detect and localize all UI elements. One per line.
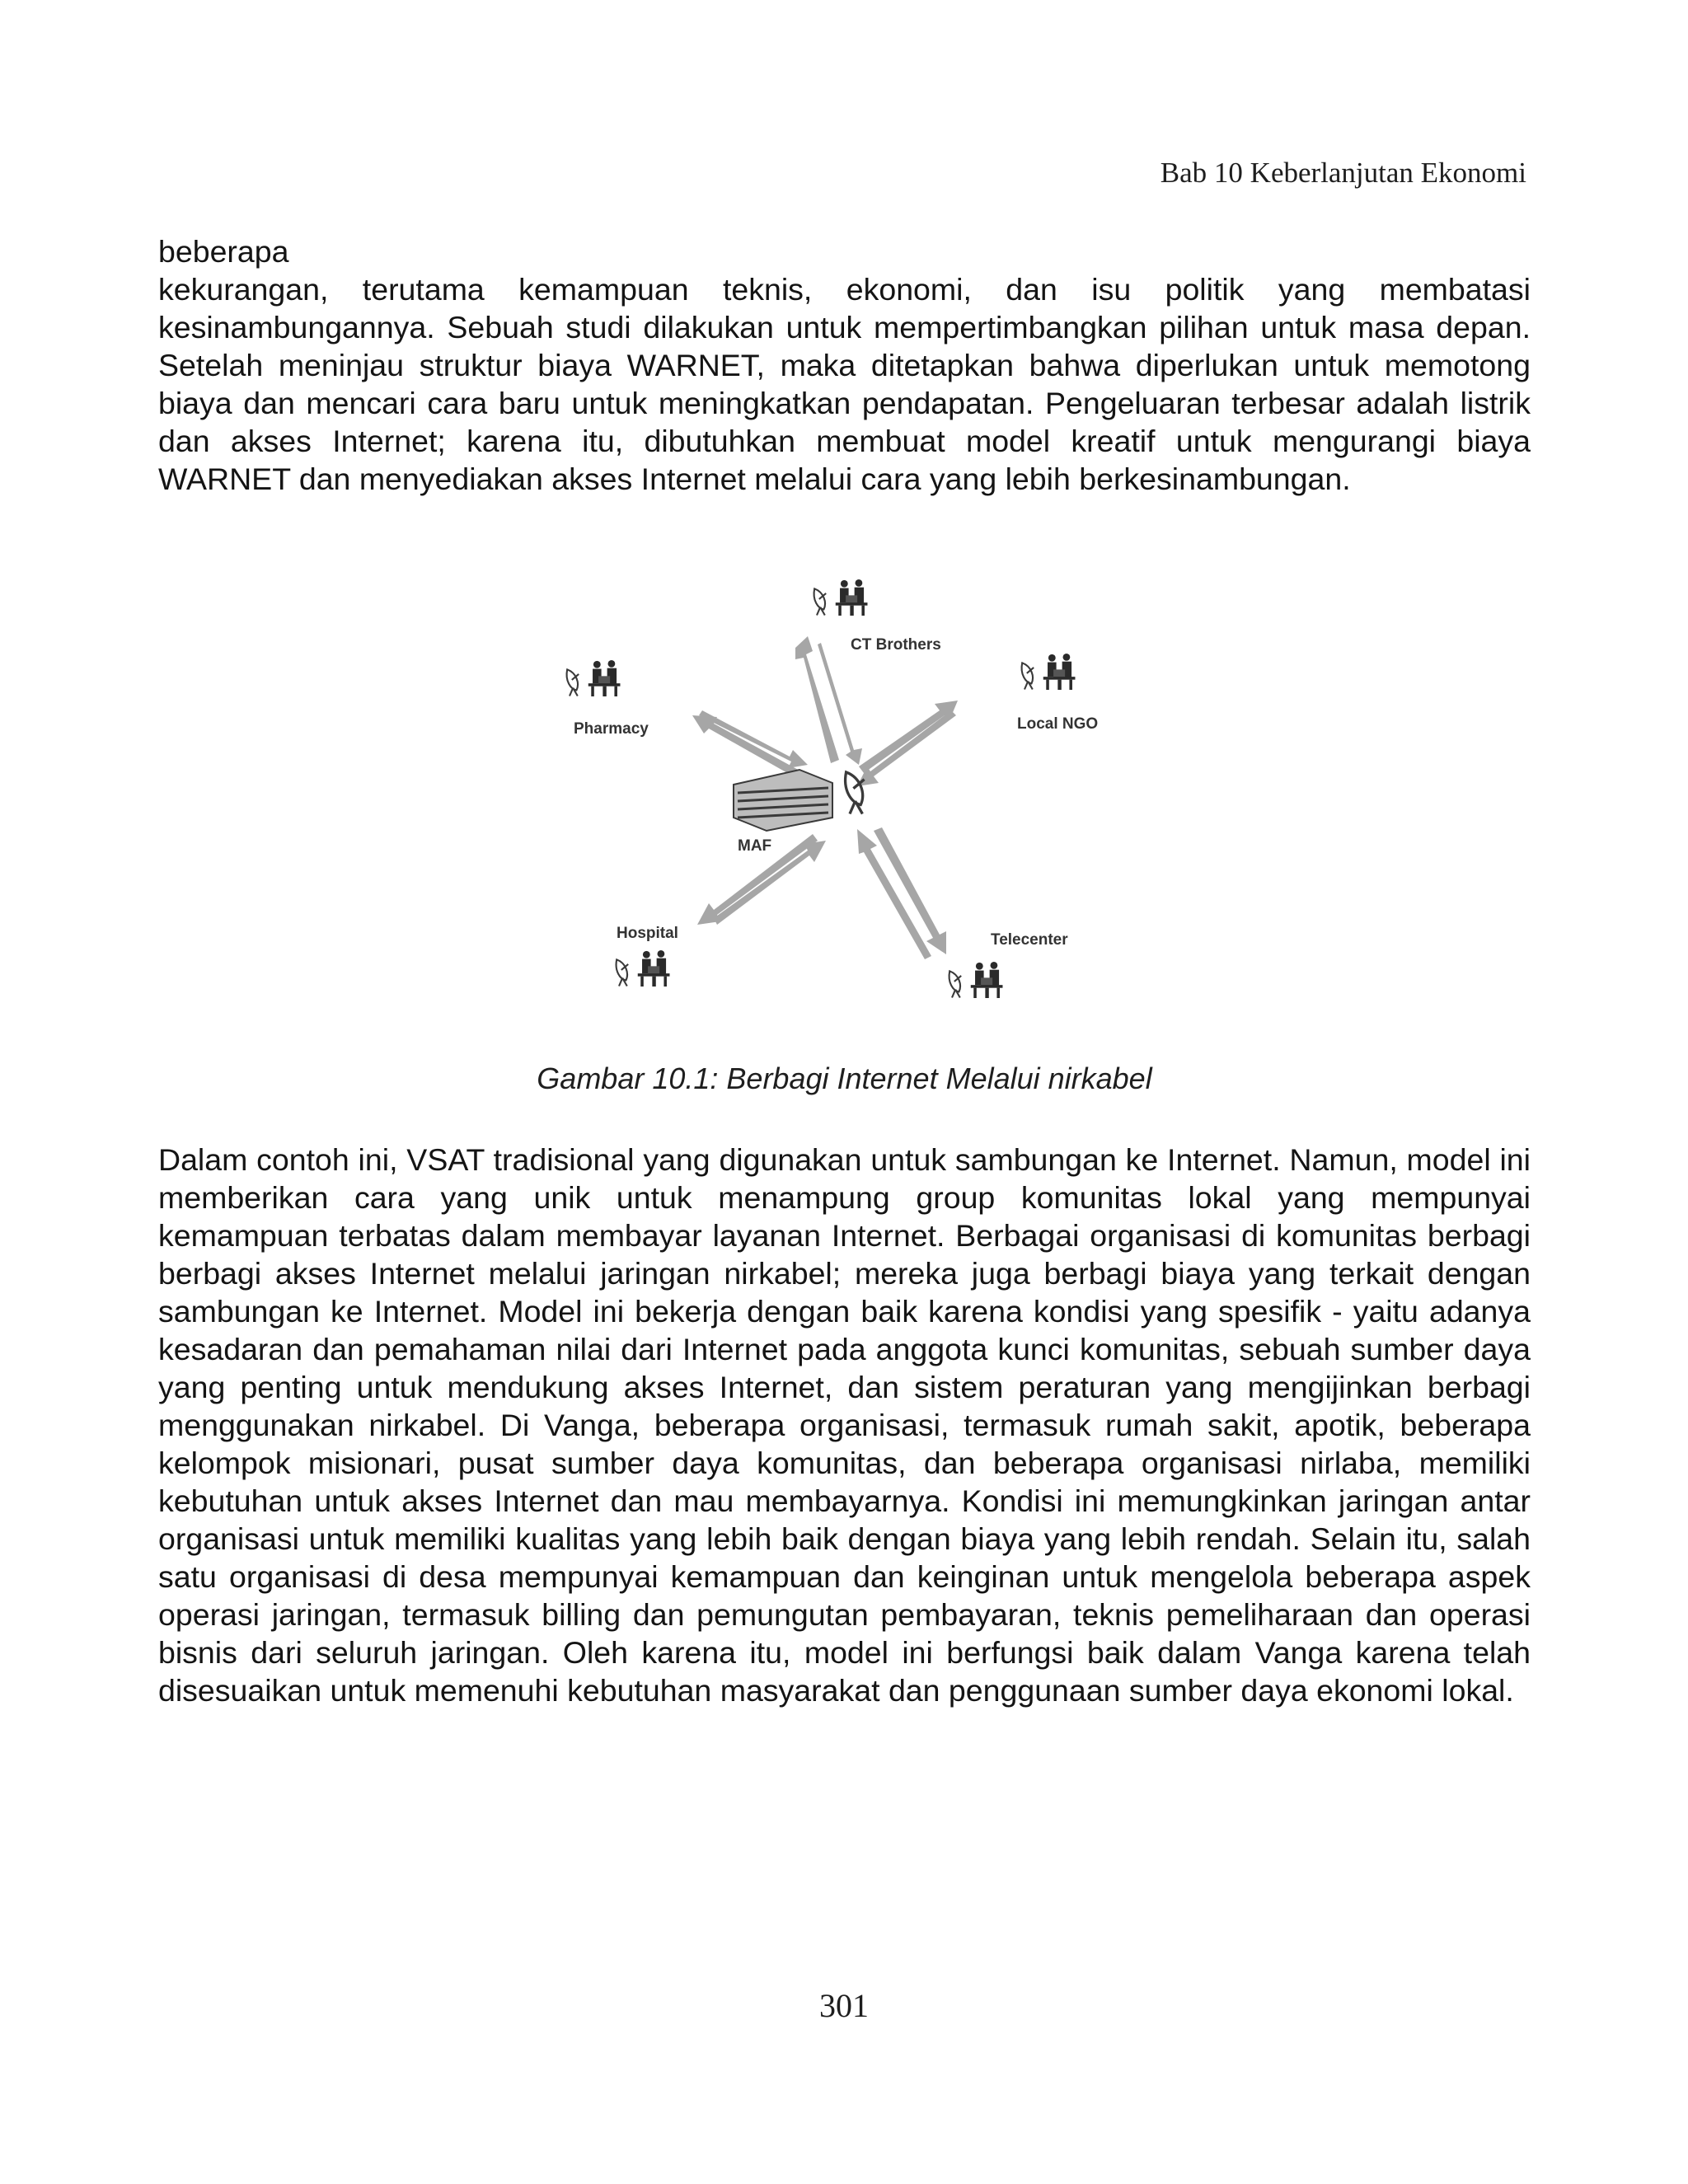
satellite-dish-icon [617,959,629,986]
people-at-computer-icon [1043,654,1076,690]
network-diagram-svg [528,569,1154,1030]
node-label-local-ngo: Local NGO [1017,715,1099,733]
people-at-computer-icon [588,660,621,696]
node-ct-brothers [814,579,941,654]
node-pharmacy [567,660,649,738]
paragraph-2: Dalam contoh ini, VSAT tradisional yang digunakan untuk sambungan ke Internet. Namun, model ini memberikan cara yang unik untuk menampung group komunitas lokal yang mempunyai kemampuan terbatas dalam membayar layanan Internet. Berbagai organisasi di komunitas berbagi berbagi akses Internet melalui jaringan nirkabel; mereka juga berbagi biaya yang terkait dengan sambungan ke Internet. Model ini bekerja dengan baik karena kondisi yang spesifik - yaitu adanya kesadaran dan pemahaman nilai dari Internet pada anggota kunci komunitas, sebuah sumber daya yang penting untuk mendukung akses Internet, dan sistem peraturan yang mengijinkan berbagi menggunakan nirkabel. Di Vanga, beberapa organisasi, termasuk rumah sakit, apotik, beberapa kelompok misionari, pusat sumber daya komunitas, dan beberapa organisasi nirlaba, memiliki kebutuhan untuk akses Internet dan mau membayarnya. Kondisi ini memungkinkan jaringan antar organisasi untuk memiliki kualitas yang lebih baik dengan biaya yang lebih rendah. Selain itu, salah satu organisasi di desa mempunyai kemampuan dan keinginan untuk mengelola beberapa aspek operasi jaringan, termasuk billing dan pemungutan pembayaran, teknis pemeliharaan dan operasi bisnis dari seluruh jaringan. Oleh karena itu, model ini berfungsi baik dalam Vanga karena telah disesuaikan untuk memenuhi kebutuhan masyarakat dan penggunaan sumber daya ekonomi lokal. [158,1142,1531,1708]
people-at-computer-icon [971,962,1003,998]
hub-maf [734,770,865,855]
satellite-dish-icon [950,971,962,997]
paragraph-1 [158,232,1531,498]
arrow-telecenter-out [874,827,946,954]
node-telecenter [950,931,1069,998]
arrow-telecenter-in [857,829,931,959]
arrow-pharmacy-in [699,710,808,768]
page-number: 301 [819,1987,869,2024]
satellite-dish-icon [1022,663,1034,689]
arrow-local-ngo-out [859,701,958,773]
people-at-computer-icon [836,579,868,616]
node-label-pharmacy: Pharmacy [574,720,649,738]
arrow-local-ngo-in [857,710,956,786]
people-at-computer-icon [638,950,670,987]
satellite-dish-icon [814,588,827,615]
figure-caption: Gambar 10.1: Berbagi Internet Melalui nirkabel [537,1062,1152,1095]
satellite-dish-icon [567,669,579,696]
hub-label: MAF [738,837,772,855]
network-diagram [528,569,1154,1030]
node-label-hospital: Hospital [617,925,678,942]
node-hospital [617,925,678,987]
arrow-ct-brothers-out [795,636,839,763]
arrow-ct-brothers-in [818,643,862,765]
paragraph-1-text: kekurangan, terutama kemampuan teknis, ekonomi, dan isu politik yang membatasi kesinambungannya. Sebuah studi dilakukan untuk mempertimbangkan pilihan untuk masa depan. Setelah meninjau struktur biaya WARNET, maka ditetapkan bahwa diperlukan untuk memotong biaya dan mencari cara baru untuk meningkatkan pendapatan. Pengeluaran terbesar adalah listrik dan akses Internet; karena itu, dibutuhkan membuat model kreatif untuk mengurangi biaya WARNET dan menyediakan akses Internet melalui cara yang lebih berkesinambungan. [158,272,1531,496]
paragraph-1-lead: beberapa [158,234,289,269]
running-header: Bab 10 Keberlanjutan Ekonomi [1160,157,1526,189]
node-label-ct-brothers: CT Brothers [851,636,941,654]
node-label-telecenter: Telecenter [991,931,1068,949]
node-local-ngo [1017,654,1098,733]
arrow-pharmacy-out [692,715,801,778]
building-icon [734,770,832,831]
